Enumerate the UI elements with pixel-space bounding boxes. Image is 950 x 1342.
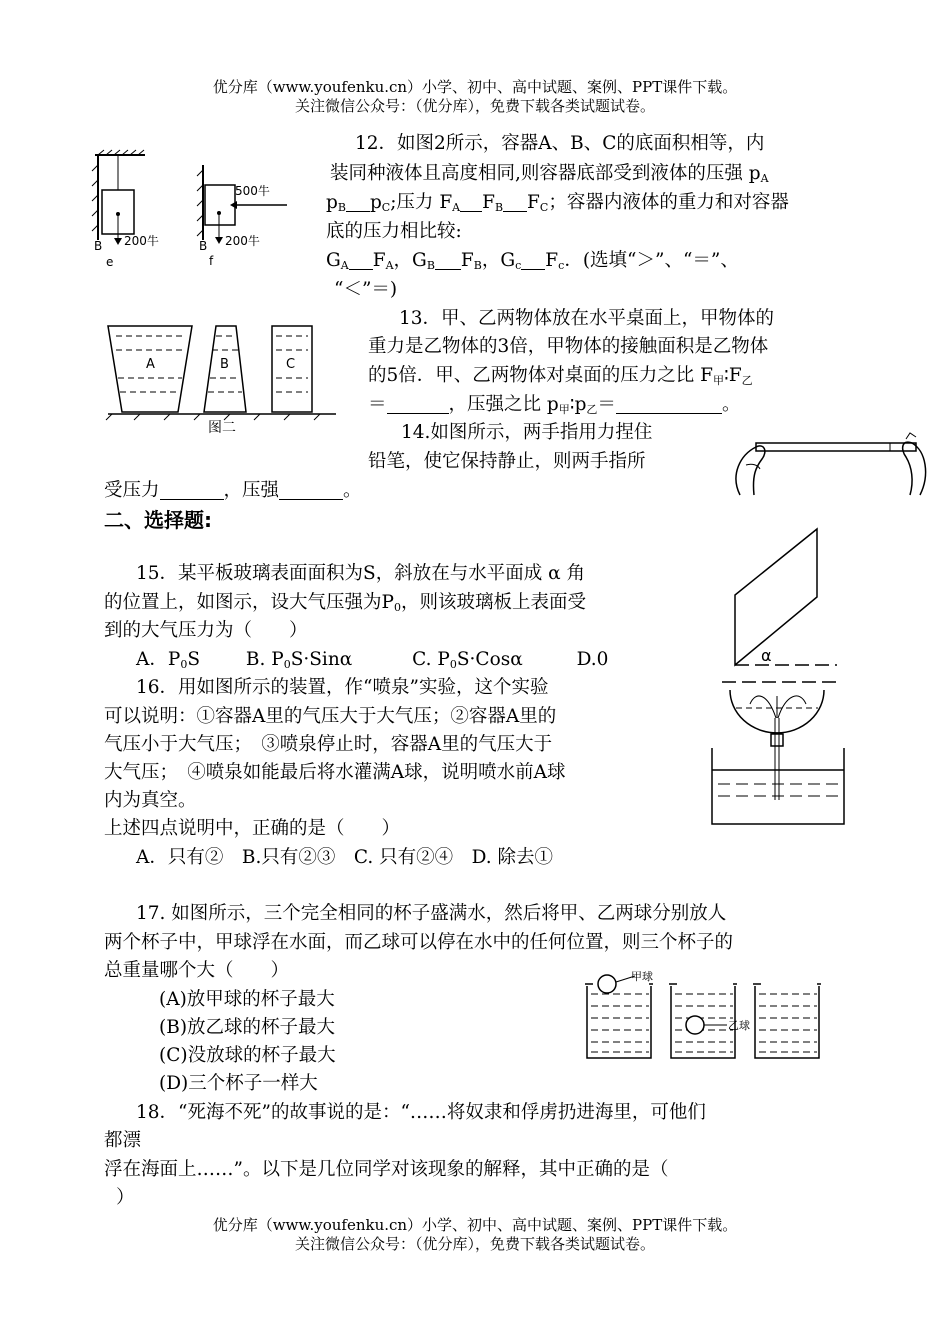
q18-line3: 浮在海面上……”。以下是几位同学对该现象的解释，其中正确的是（ <box>104 1159 669 1180</box>
q13-line1: 13．甲、乙两物体放在水平桌面上，甲物体的 <box>399 308 775 329</box>
fig-f-b: B <box>199 239 208 253</box>
figure-2-containers <box>100 320 340 440</box>
q12-line5: $G_A$ $F_A$，$G_B$ $F_B$，$G_c$ $F_c$．(选填“＞”、“＝”、 <box>326 250 739 272</box>
figure-f <box>195 165 305 270</box>
q12-line4: 底的压力相比较: <box>326 221 462 242</box>
fig17-yi: 乙球 <box>728 1019 750 1032</box>
fig2-label-a: A <box>146 357 155 372</box>
header-line-1: 优分库（www.youfenku.cn）小学、初中、高中试题、案例、PPT课件下载。 <box>212 78 738 96</box>
q15-options: A．$P_0S$ B. $P_0S\cdot Sin\alpha$ C. $P_0S\cdot Cos\alpha$ D.0 <box>136 649 609 671</box>
q17-option-d: (D)三个杯子一样大 <box>159 1073 318 1094</box>
fig17-jia: 甲球 <box>631 970 653 983</box>
q16-line4: 大气压； ④喷泉如能最后将水灌满A球，说明喷水前A球 <box>104 762 566 783</box>
q14-line3: 受压力 ，压强 。 <box>104 480 362 501</box>
fig15-alpha: α <box>761 646 772 665</box>
q13-line4: ＝ ，压强之比 $p_甲∶p_乙=$ 。 <box>368 394 741 416</box>
q17-option-a: (A)放甲球的杯子最大 <box>159 989 335 1010</box>
fig2-caption: 图二 <box>208 420 236 436</box>
fig-e-force: 200牛 <box>124 234 159 248</box>
fig-e-b: B <box>94 239 103 253</box>
figure-glass-plate <box>725 525 845 675</box>
q16-options: A．只有② B.只有②③ C. 只有②④ D. 除去① <box>136 847 554 868</box>
q17-option-b: (B)放乙球的杯子最大 <box>159 1017 336 1038</box>
q17-line1: 17. 如图所示，三个完全相同的杯子盛满水，然后将甲、乙两球分别放人 <box>136 903 727 924</box>
q15-line3: 到的大气压力为（ ） <box>104 620 308 641</box>
fig-e-caption: e <box>106 255 114 269</box>
q16-line2: 可以说明：①容器A里的气压大于大气压；②容器A里的 <box>104 706 557 727</box>
figure-pencil-fingers <box>730 425 930 505</box>
figure-e <box>90 150 160 270</box>
section-title: 二、选择题: <box>104 508 212 532</box>
q12-line2: 装同种液体且高度相同,则容器底部受到液体的压强 $p_A$ <box>330 163 769 185</box>
fig-f-force: 200牛 <box>225 234 260 248</box>
q18-line1: 18．“死海不死”的故事说的是：“……将奴隶和俘虏扔进海里，可他们 <box>136 1102 706 1123</box>
fig2-label-c: C <box>286 357 296 372</box>
q14-line2: 铅笔，使它保持静止，则两手指所 <box>368 451 646 472</box>
q15-line1: 15．某平板玻璃表面面积为S，斜放在与水平面成 α 角 <box>136 563 585 584</box>
q16-line5: 内为真空。 <box>104 790 197 811</box>
footer-line-2: 关注微信公众号：（优分库），免费下载各类试题试卷。 <box>294 1235 655 1253</box>
fig-f-caption: f <box>209 254 214 268</box>
fig-f-push: 500牛 <box>235 184 270 198</box>
figure-three-cups <box>583 968 843 1064</box>
q18-line2: 都漂 <box>104 1130 142 1151</box>
footer-line-1: 优分库（www.youfenku.cn）小学、初中、高中试题、案例、PPT课件下载。 <box>212 1216 738 1234</box>
fig2-label-b: B <box>220 357 229 372</box>
q15-line2: 的位置上，如图示，设大气压强为$P_0$，则该玻璃板上表面受 <box>104 592 586 614</box>
q12-line3: $p_B$ $p_C$;压力 $F_A$ $F_B$ $F_C$；容器内液体的重力和对容器 <box>326 192 789 214</box>
q17-line2: 两个杯子中，甲球浮在水面，而乙球可以停在水中的任何位置，则三个杯子的 <box>104 932 734 953</box>
q17-option-c: (C)没放球的杯子最大 <box>159 1045 336 1066</box>
q12-line6: “＜”＝) <box>334 279 398 300</box>
q16-line3: 气压小于大气压； ③喷泉停止时，容器A里的气压大于 <box>104 734 553 755</box>
figure-fountain <box>708 678 848 828</box>
q16-line1: 16．用如图所示的装置，作“喷泉”实验，这个实验 <box>136 677 549 698</box>
q13-line3: 的5倍．甲、乙两物体对桌面的压力之比 $F_甲∶F_乙$ <box>368 365 753 387</box>
q12-line1: 12．如图2所示，容器A、B、C的底面积相等，内 <box>355 133 765 154</box>
q17-line3: 总重量哪个大（ ） <box>104 960 290 981</box>
q14-line1: 14.如图所示，两手指用力捏住 <box>401 422 653 443</box>
q16-line6: 上述四点说明中，正确的是（ ） <box>104 818 401 839</box>
header-line-2: 关注微信公众号：（优分库），免费下载各类试题试卷。 <box>294 97 655 115</box>
q13-line2: 重力是乙物体的3倍，甲物体的接触面积是乙物体 <box>368 336 769 357</box>
q18-line4: ） <box>116 1187 135 1208</box>
